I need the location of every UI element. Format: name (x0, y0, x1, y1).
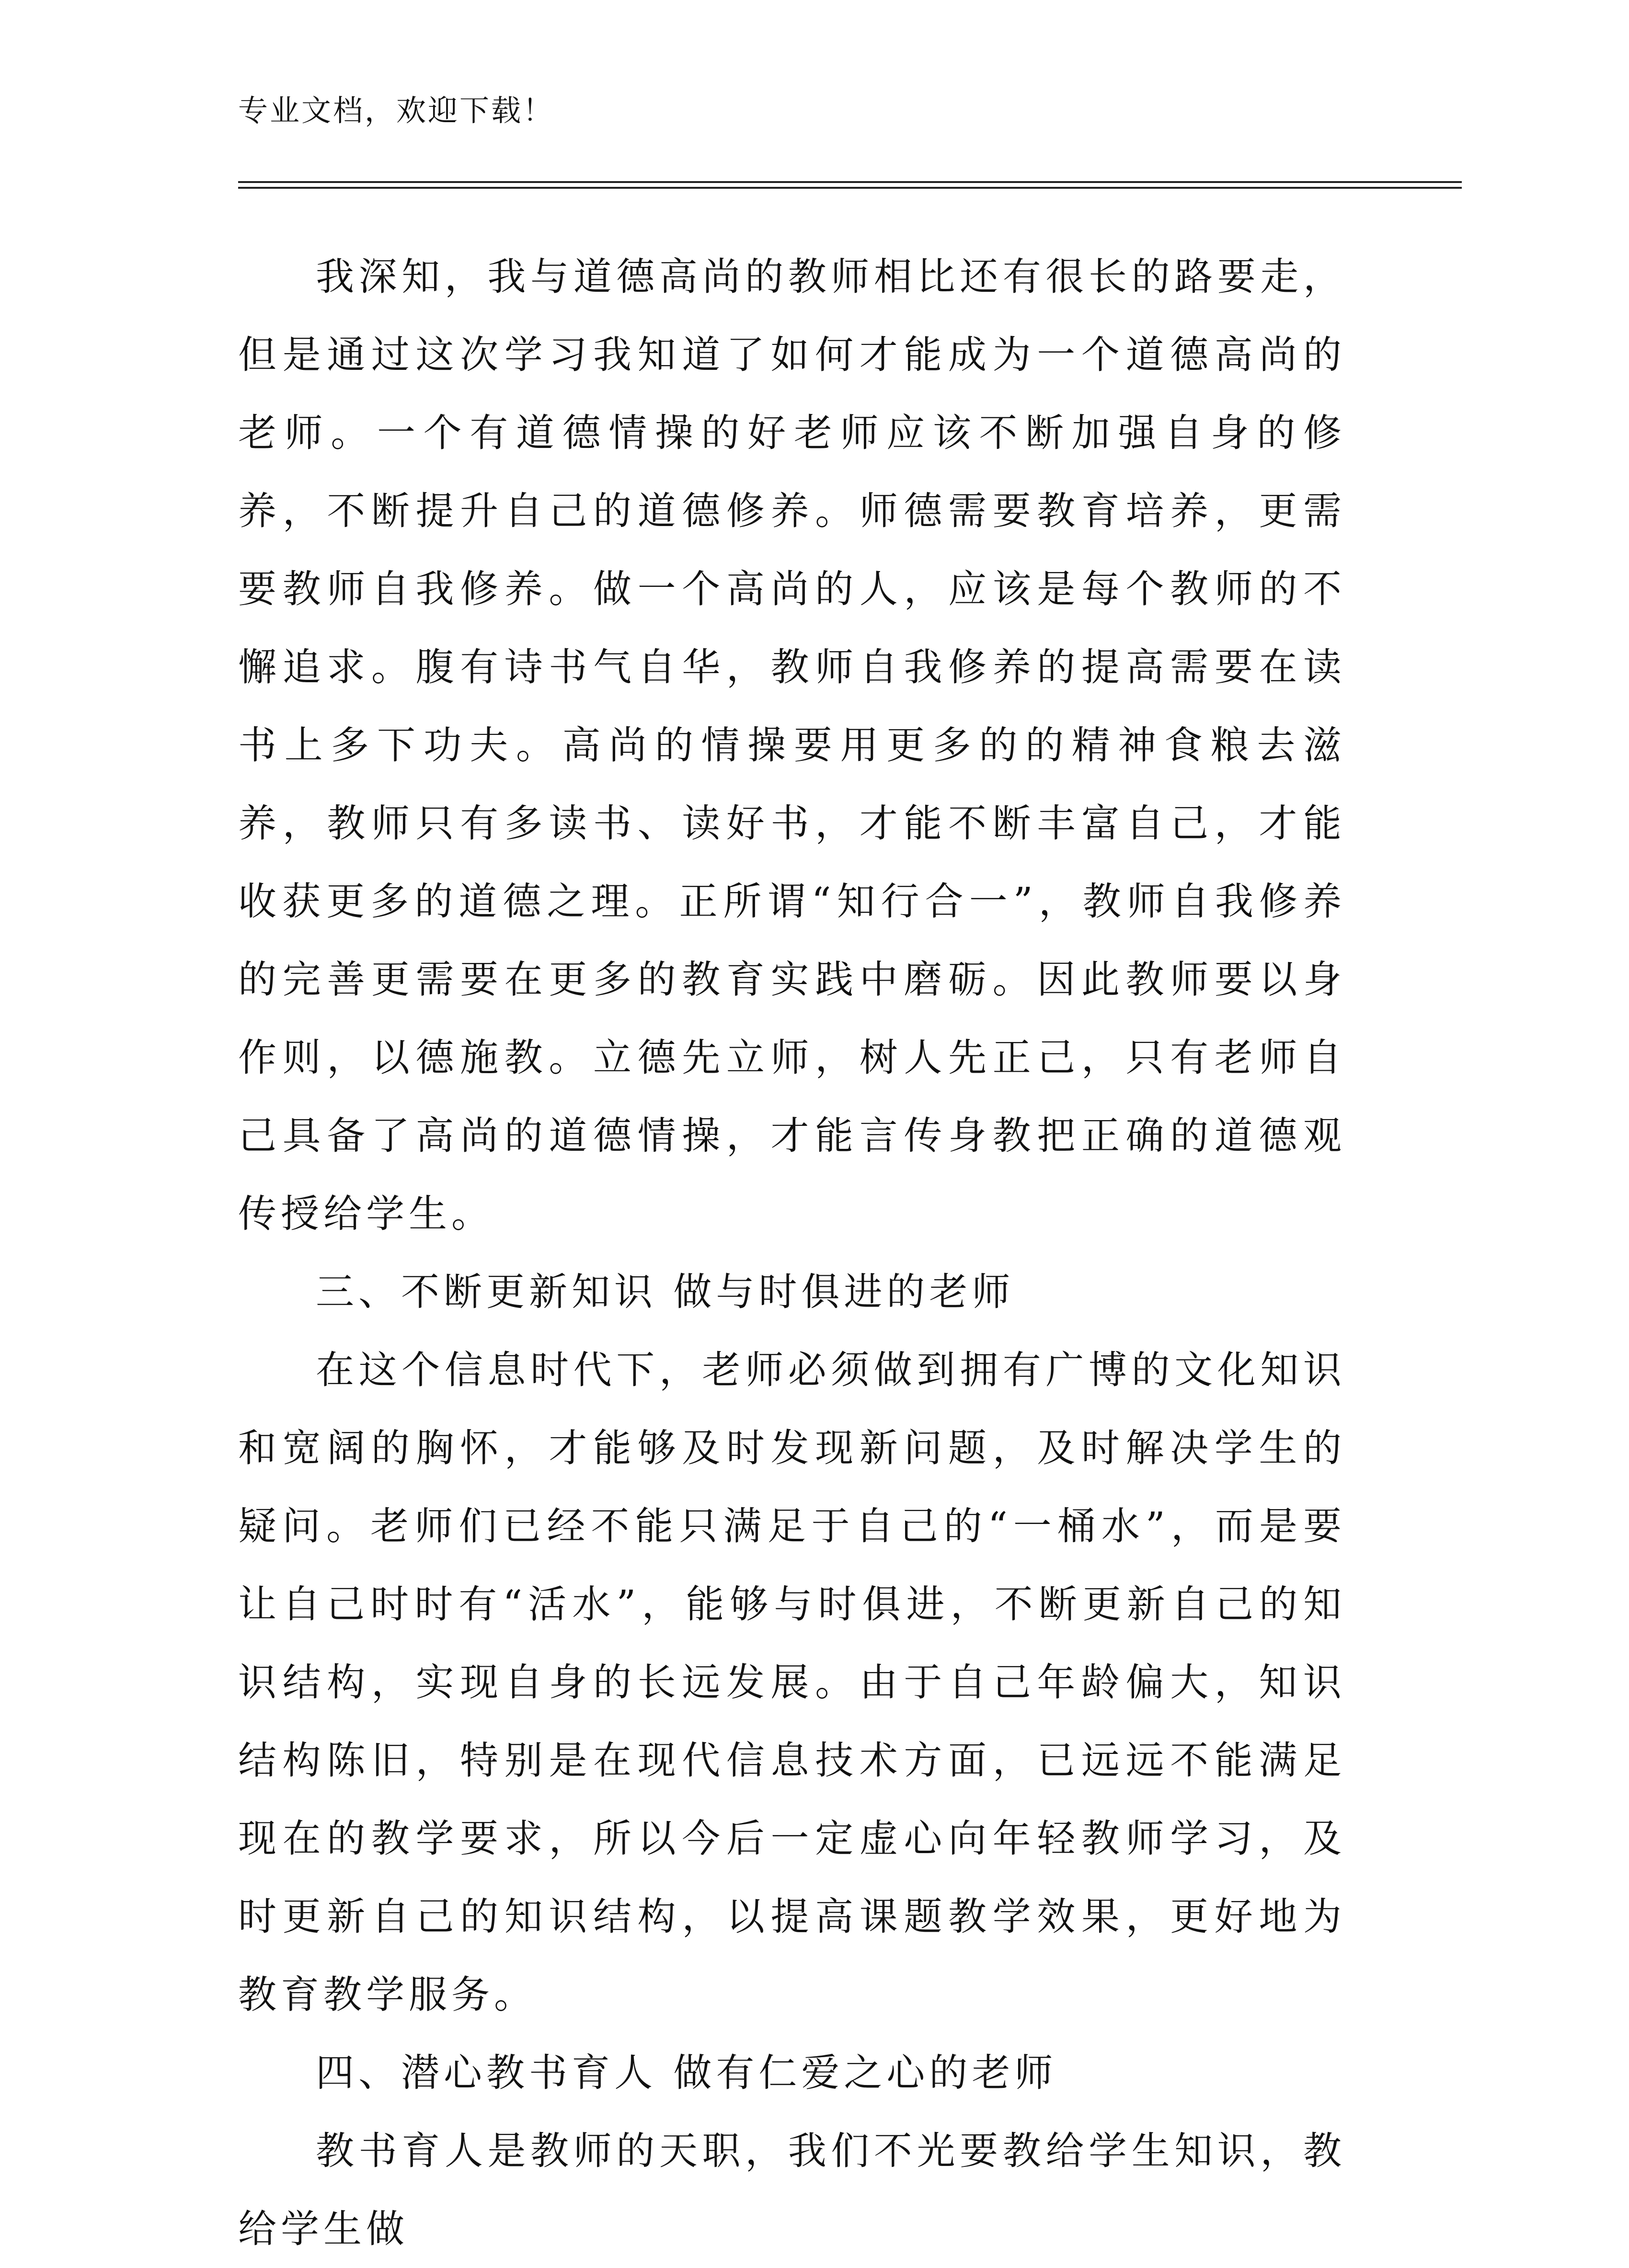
header-rule-bottom (238, 187, 1462, 189)
paragraph-update-knowledge: 在这个信息时代下，老师必须做到拥有广博的文化知识和宽阔的胸怀，才能够及时发现新问题，及时解决学生的疑问。老师们已经不能只满足于自己的“一桶水”，而是要让自己时时有“活水”，能够与时俱进，不断更新自己的知识结构，实现自身的长远发展。由于自己年龄偏大，知识结构陈旧，特别是在现代信息技术方面，已远远不能满足现在的教学要求，所以今后一定虚心向年轻教师学习，及时更新自己的知识结构，以提高课题教学效果，更好地为教育教学服务。 (238, 1348, 1346, 2017)
document-body (238, 238, 1346, 2268)
section-heading-3: 三、不断更新知识 做与时俱进的老师 (316, 1270, 1015, 1314)
header-rule-top (238, 181, 1462, 183)
paragraph-teaching-duty: 教书育人是教师的天职，我们不光要教给学生知识，教给学生做 (238, 2129, 1346, 2251)
section-heading-4: 四、潜心教书育人 做有仁爱之心的老师 (316, 2050, 1057, 2095)
page-header: 专业文档，欢迎下载！ (238, 93, 555, 128)
paragraph-teacher-ethics: 我深知，我与道德高尚的教师相比还有很长的路要走，但是通过这次学习我知道了如何才能成为一个道德高尚的老师。一个有道德情操的好老师应该不断加强自身的修养，不断提升自己的道德修养。师德需要教育培养，更需要教师自我修养。做一个高尚的人，应该是每个教师的不懈追求。腹有诗书气自华，教师自我修养的提高需要在读书上多下功夫。高尚的情操要用更多的的精神食粮去滋养，教师只有多读书、读好书，才能不断丰富自己，才能收获更多的道德之理。正所谓“知行合一”，教师自我修养的完善更需要在更多的教育实践中磨砺。因此教师要以身作则，以德施教。立德先立师，树人先正己，只有老师自己具备了高尚的道德情操，才能言传身教把正确的道德观传授给学生。 (238, 254, 1346, 1236)
